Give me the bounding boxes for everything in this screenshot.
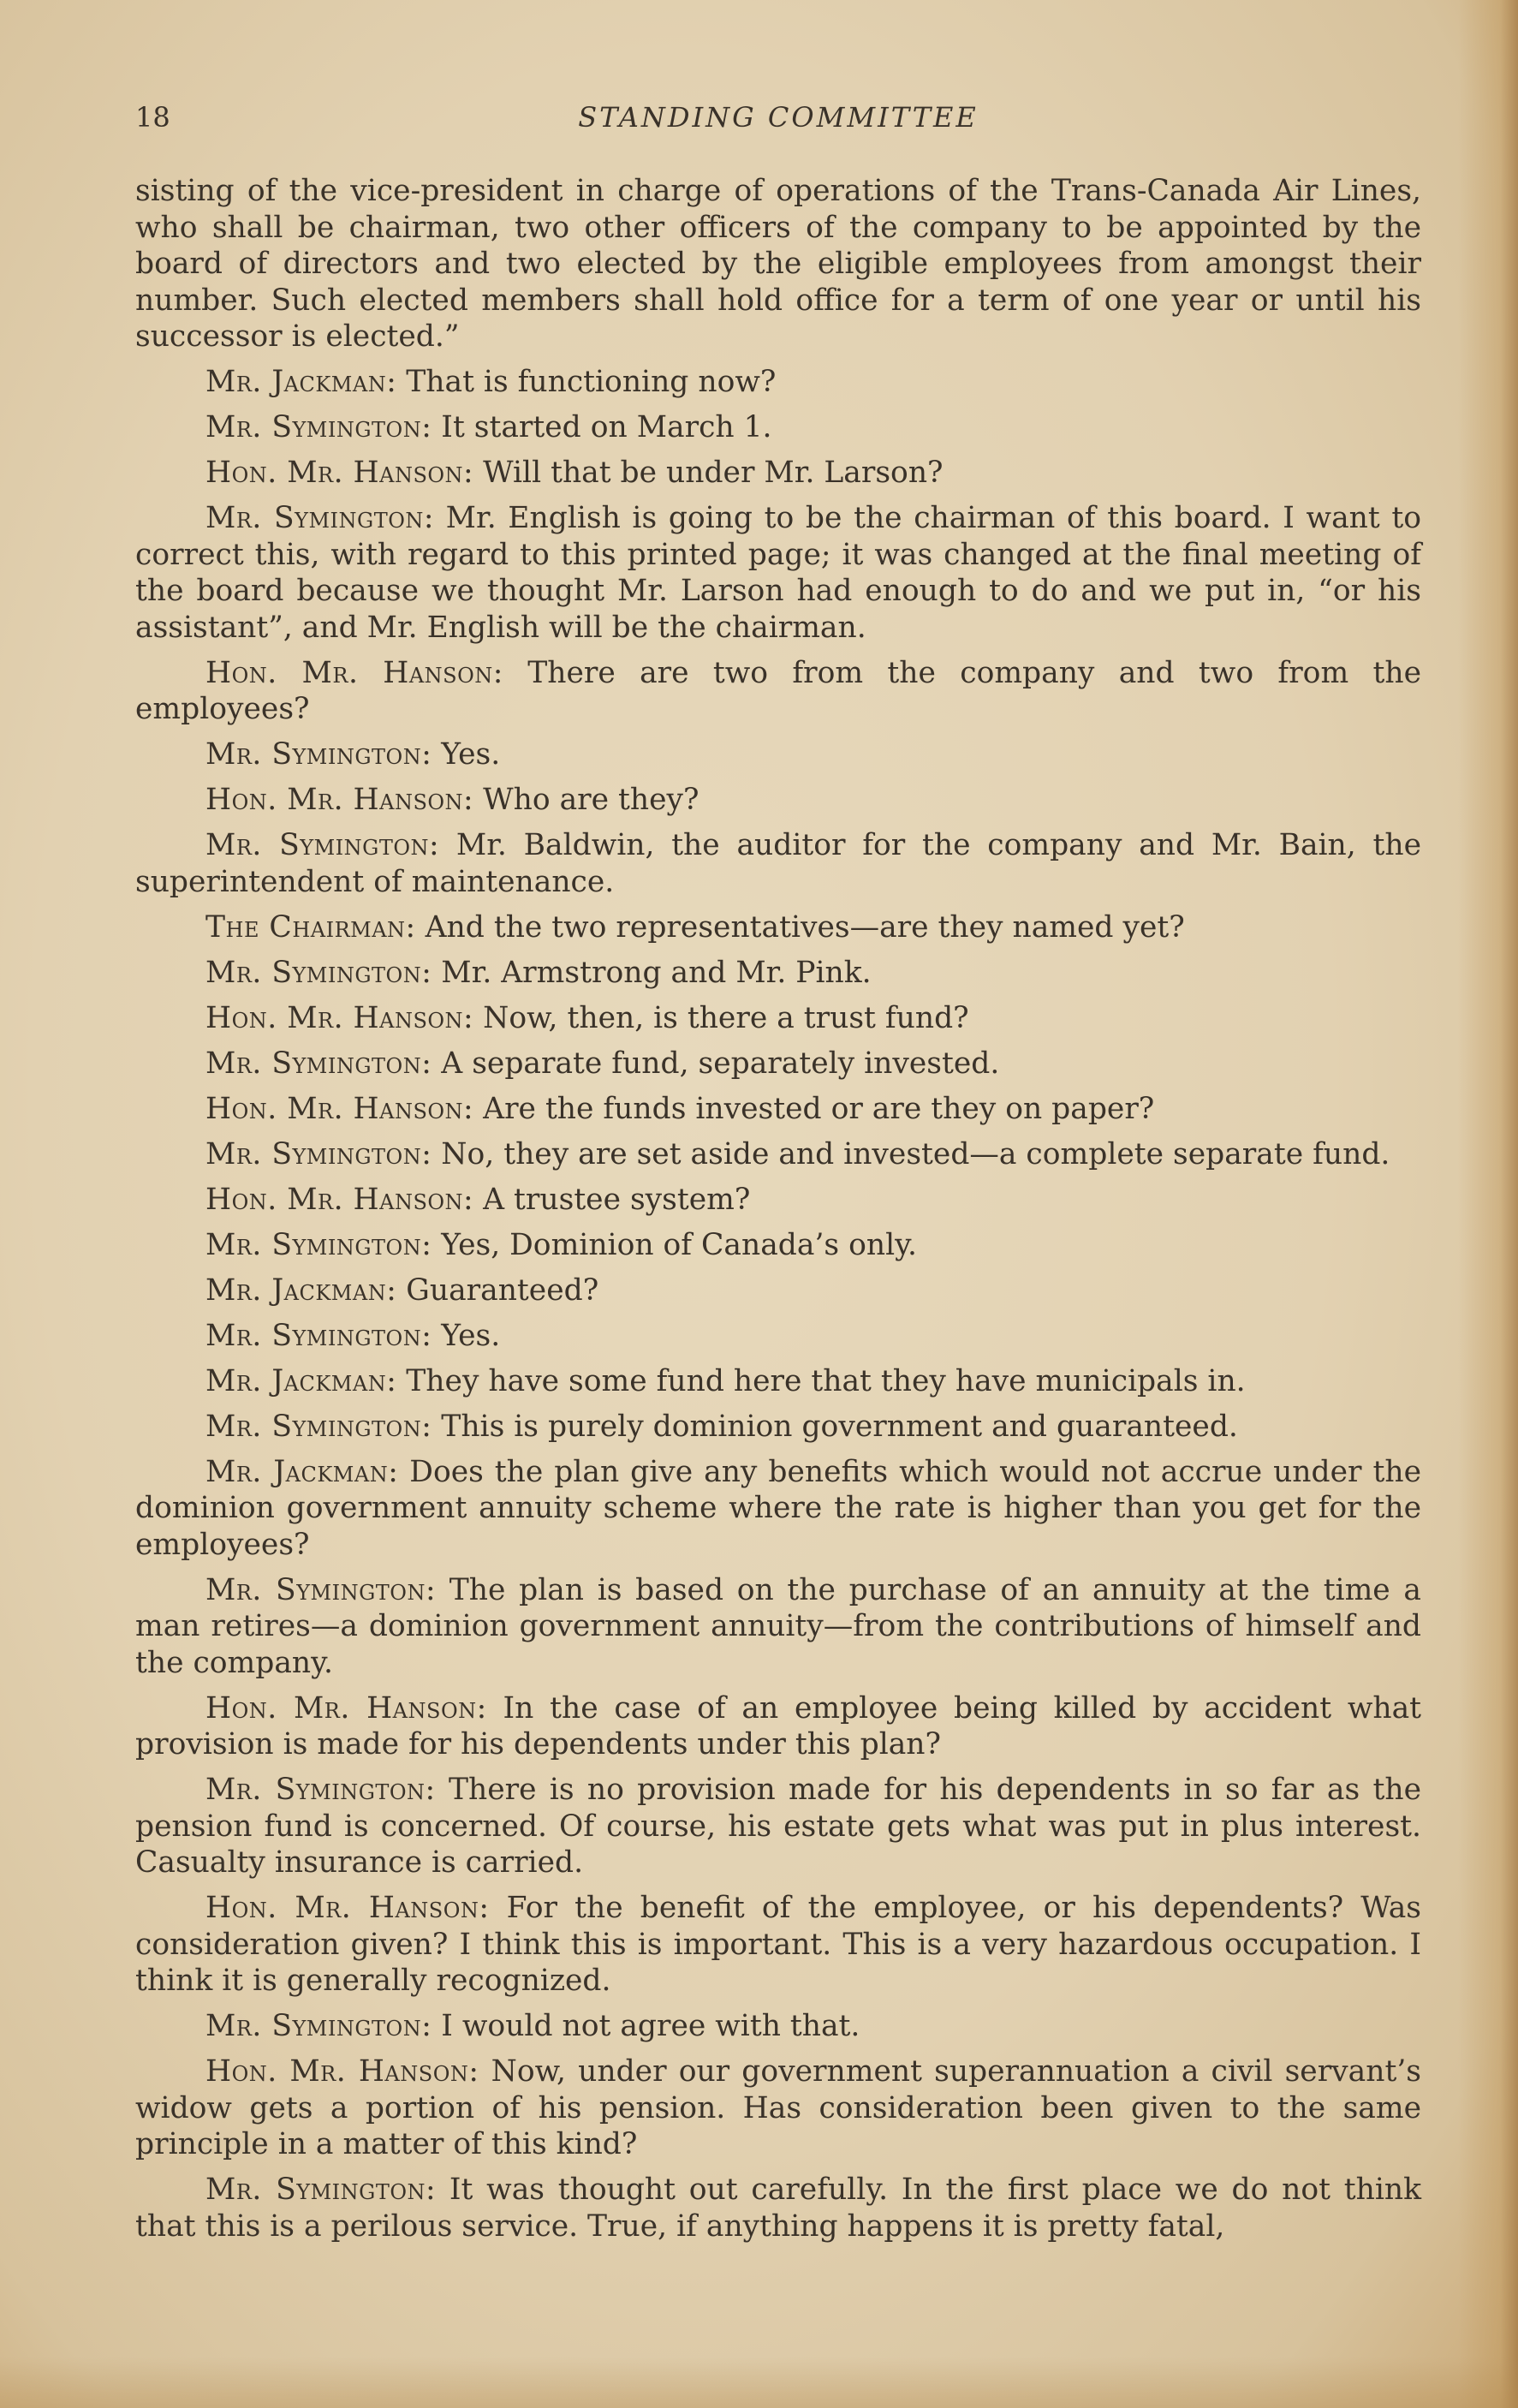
transcript-paragraph [135,1363,1421,1400]
transcript-paragraph [135,1772,1421,1881]
transcript-paragraph [135,782,1421,819]
transcript-paragraph [135,1227,1421,1264]
transcript-paragraph [135,2172,1421,2244]
speaker-name: Mr. Symington: [205,1409,432,1444]
paragraph-text: They have some fund here that they have municipals in. [396,1363,1246,1398]
speaker-name: Hon. Mr. Hanson: [205,2054,479,2089]
transcript-paragraph [135,955,1421,992]
transcript-paragraph [135,1273,1421,1309]
paragraph-text: In the case of an employee being killed by accident what provision is made for his dependents under this plan? [135,1690,1422,1761]
speaker-name: Mr. Symington: [205,1318,432,1353]
speaker-name: Mr. Symington: [205,955,432,990]
paragraph-text: sisting of the vice-president in charge of operations of the Trans-Canada Air Lines, who shall be chairman, two other officers of the company to be appointed by the board of directors and two elected by the eligible employees from amongst their number. Such elected members shall hold office for a term of one year or until his successor is elected.” [135,174,1421,354]
paragraph-text: Mr. Armstrong and Mr. Pink. [432,955,872,990]
speaker-name: Mr. Symington: [205,1136,432,1171]
transcript-paragraph [135,2053,1421,2163]
paragraph-text: It was thought out carefully. In the first place we do not think that this is a perilous service. True, if anything happens it is pretty fatal, [135,2173,1422,2244]
speaker-name: The Chairman: [205,909,416,945]
speaker-name: Hon. Mr. Hanson: [205,1891,490,1925]
speaker-name: Mr. Symington: [205,501,435,535]
speaker-name: Mr. Jackman: [205,1363,397,1398]
speaker-name: Mr. Symington: [205,2009,432,2043]
speaker-name: Hon. Mr. Hanson: [205,1182,474,1217]
paragraph-text: Will that be under Mr. Larson? [473,456,944,490]
speaker-name: Mr. Symington: [205,828,440,862]
speaker-name: Mr. Symington: [205,1046,432,1081]
paragraph-text: Mr. English is going to be the chairman of this board. I want to correct this, with regard to this printed page; it was changed at the final meeting of the board because we thought Mr. Larson had enough to do and we put in, “or his assistant”, and Mr. English will be the chairman. [135,501,1421,645]
paragraph-text: Mr. Baldwin, the auditor for the company and Mr. Bain, the superintendent of maintenance. [135,828,1421,899]
page-number: 18 [135,101,170,134]
transcript-paragraph [135,1091,1421,1128]
transcript-paragraph [135,655,1421,728]
paragraph-text: A trustee system? [473,1182,751,1217]
page-bottom-shading [0,2357,1518,2408]
paragraph-text: Yes. [432,1318,501,1353]
transcript-paragraph [135,173,1421,355]
transcript-paragraph [135,1890,1421,2000]
transcript-paragraph [135,1136,1421,1173]
speaker-name: Mr. Jackman: [205,1454,399,1489]
paragraph-text: A separate fund, separately invested. [432,1046,1000,1081]
transcript-paragraph [135,1690,1421,1763]
paragraph-text: There are two from the company and two from the employees? [135,655,1421,726]
speaker-name: Hon. Mr. Hanson: [205,1091,474,1126]
transcript-paragraph [135,1572,1421,1682]
transcript-paragraph [135,2008,1421,2045]
transcript-paragraph [135,409,1421,446]
transcript-paragraph [135,364,1421,401]
paragraph-text: Yes. [432,737,501,772]
paragraph-text: Does the plan give any benefits which would not accrue under the dominion government annuity scheme where the rate is higher than you get for the employees? [135,1454,1421,1562]
transcript-paragraph [135,1182,1421,1219]
paragraph-text: Now, then, is there a trust fund? [473,1000,969,1035]
paragraph-text: Now, under our government superannuation a civil servant’s widow gets a portion of his pension. Has consideration been given to the same principle in a matter of this kind? [135,2054,1422,2161]
paragraph-text: For the benefit of the employee, or his dependents? Was consideration given? I think this is important. This is a very hazardous occupation. I think it is generally recognized. [135,1891,1422,1998]
speaker-name: Mr. Jackman: [205,365,397,399]
page-header [135,101,1421,142]
paragraph-text: That is functioning now? [396,365,777,399]
transcript-paragraph [135,1318,1421,1355]
transcript-paragraph [135,1409,1421,1445]
transcript-paragraph [135,909,1421,946]
speaker-name: Mr. Symington: [205,1773,436,1807]
speaker-name: Hon. Mr. Hanson: [205,1690,487,1726]
paragraph-text: It started on March 1. [432,410,772,444]
paragraph-text: There is no provision made for his dependents in so far as the pension fund is concerned. Of course, his estate gets what was put in plus interest. Casualty insurance is carried. [135,1773,1421,1880]
speaker-name: Mr. Symington: [205,737,432,772]
speaker-name: Mr. Symington: [205,1227,432,1262]
paragraph-text: And the two representatives—are they named yet? [415,909,1185,945]
speaker-name: Mr. Symington: [205,410,432,444]
document-body [135,173,1421,2254]
transcript-paragraph [135,500,1421,646]
paragraph-text: No, they are set aside and invested—a complete separate fund. [432,1136,1390,1171]
speaker-name: Hon. Mr. Hanson: [205,456,474,490]
transcript-paragraph [135,455,1421,492]
paragraph-text: Are the funds invested or are they on paper? [473,1091,1155,1126]
speaker-name: Hon. Mr. Hanson: [205,783,474,817]
transcript-paragraph [135,827,1421,900]
paragraph-text: This is purely dominion government and guaranteed. [432,1409,1238,1444]
paragraph-text: The plan is based on the purchase of an annuity at the time a man retires—a dominion government annuity—from the contributions of himself and the company. [135,1572,1421,1680]
transcript-paragraph [135,1046,1421,1082]
transcript-paragraph [135,736,1421,773]
speaker-name: Mr. Jackman: [205,1273,397,1308]
speaker-name: Hon. Mr. Hanson: [205,655,503,690]
paragraph-text: Yes, Dominion of Canada’s only. [432,1227,917,1262]
speaker-name: Mr. Symington: [205,2173,437,2207]
speaker-name: Hon. Mr. Hanson: [205,1000,474,1035]
transcript-paragraph [135,1000,1421,1037]
running-title: STANDING COMMITTEE [578,101,979,134]
paragraph-text: Who are they? [473,783,699,817]
paragraph-text: I would not agree with that. [432,2009,860,2043]
transcript-paragraph [135,1454,1421,1564]
page-edge-shading [1458,0,1518,2408]
speaker-name: Mr. Symington: [205,1572,437,1607]
paragraph-text: Guaranteed? [396,1273,599,1308]
